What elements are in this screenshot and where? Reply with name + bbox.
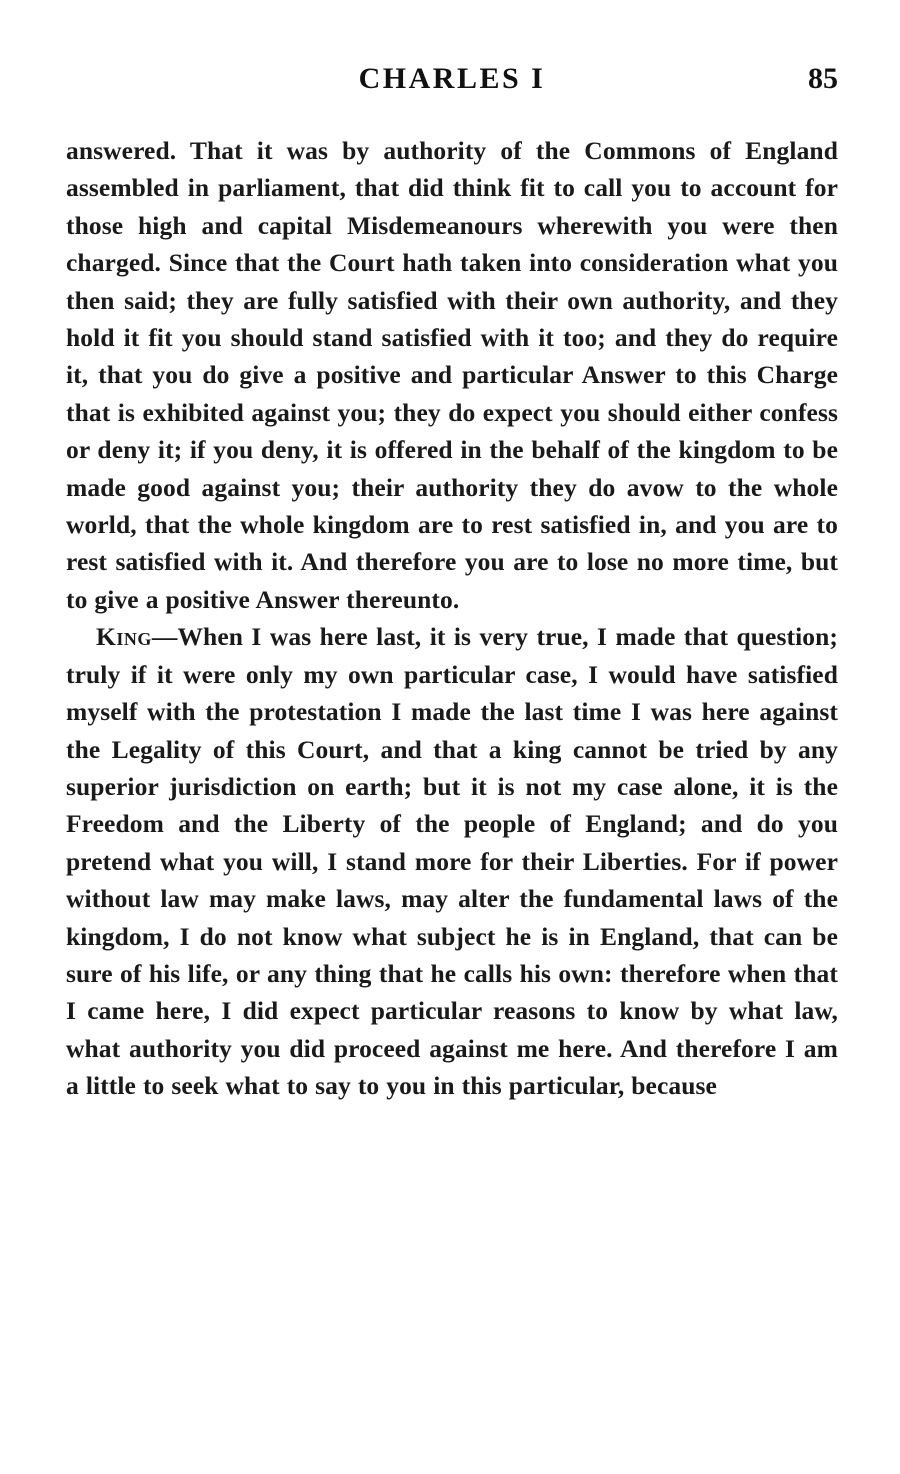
paragraph-answered: answered. That it was by authority of the Commons of England assembled in parliament, that did think fit to call you to account for those high and capital Misdemeanours wherewith you were then charged. Since that the Court hath taken into consideration what you then said; they are fully satisfied with their own authority, and they hold it fit you should stand satisfied with it too; and they do require it, that you do give a positive and particular Answer to this Charge that is exhibited against you; they do expect you should either confess or deny it; if you deny, it is offered in the behalf of the kingdom to be made good against you; their authority they do avow to the whole world, that the whole kingdom are to rest satisfied in, and you are to rest satisfied with it. And therefore you are to lose no more time, but to give a positive Answer thereunto. bbox=[66, 136, 838, 614]
page-title: CHARLES I bbox=[358, 62, 546, 95]
speaker-label: King bbox=[96, 622, 152, 652]
page-number: 85 bbox=[808, 62, 838, 95]
paragraph-king-text: —When I was here last, it is very true, I made that question; truly if it were only my own particular case, I would have satisfied myself with the protestation I made the last time I was here against the Legality of this Court, and that a king cannot be tried by any superior jurisdiction on earth; but it is not my case alone, it is the Freedom and the Liberty of the people of England; and do you pretend what you will, I stand more for their Liberties. For if power without law may make laws, may alter the fundamental laws of the kingdom, I do not know what subject he is in England, that can be sure of his life, or any thing that he calls his own: therefore when that I came here, I did expect particular reasons to know by what law, what authority you did proceed against me here. And therefore I am a little to seek what to say to you in this particular, because bbox=[66, 622, 838, 1101]
running-head bbox=[66, 62, 838, 116]
body-text bbox=[66, 132, 838, 1105]
paragraph-king bbox=[66, 618, 838, 1104]
